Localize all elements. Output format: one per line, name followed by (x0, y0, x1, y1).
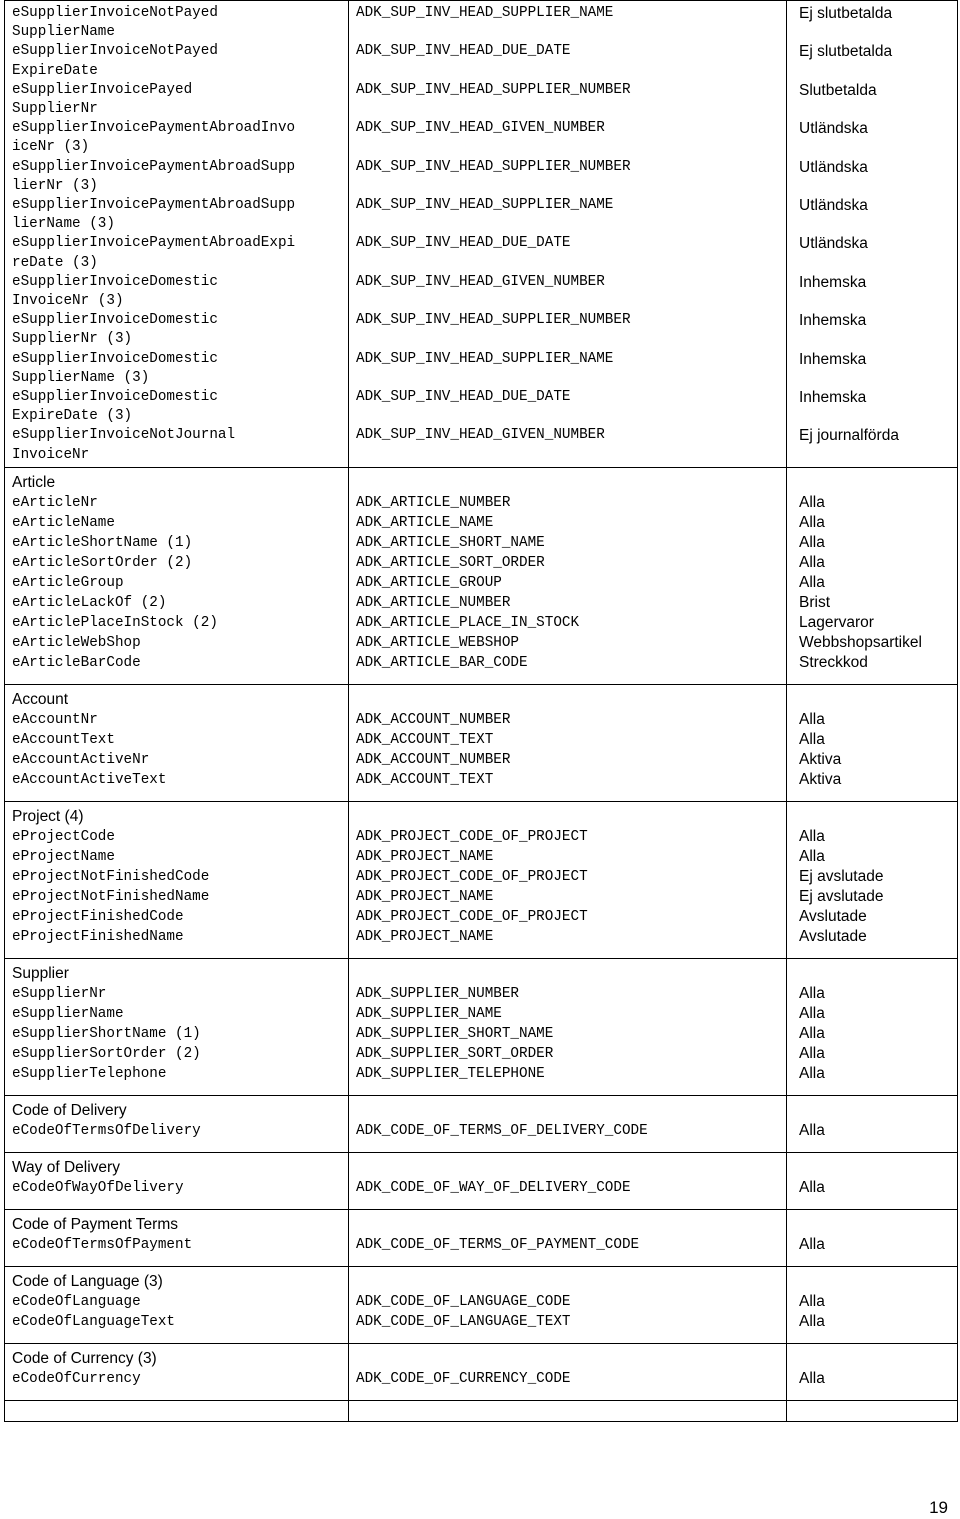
property-name: eSupplierNr (12, 985, 107, 1002)
invoice-name (12, 158, 348, 196)
section-filter-cell (787, 1343, 958, 1400)
field-constant: ADK_ARTICLE_SHORT_NAME (356, 534, 545, 551)
invoice-name-line: eSupplierInvoiceDomestic (12, 389, 218, 406)
filter-value: Aktiva (799, 770, 842, 788)
invoice-name-line: eSupplierInvoicePayed (12, 81, 193, 98)
blank-cell (356, 807, 786, 827)
filter-value: Brist (799, 593, 830, 611)
invoice-field: ADK_SUP_INV_HEAD_SUPPLIER_NUMBER (356, 312, 631, 329)
property-name: eSupplierSortOrder (2) (12, 1045, 201, 1062)
field-constant: ADK_CODE_OF_WAY_OF_DELIVERY_CODE (356, 1179, 631, 1196)
invoice-field: ADK_SUP_INV_HEAD_GIVEN_NUMBER (356, 273, 605, 290)
property-name: eArticleName (12, 514, 115, 531)
blank-cell (794, 1215, 957, 1235)
filter-value: Ej avslutade (799, 867, 884, 885)
filter-value: Alla (799, 984, 825, 1002)
field-constant: ADK_PROJECT_NAME (356, 928, 494, 945)
empty-cell (5, 1400, 349, 1421)
filter-value: Alla (799, 1178, 825, 1196)
invoice-name-line: SupplierName (12, 24, 115, 41)
blank-cell (356, 1349, 786, 1369)
invoice-name-line: lierName (3) (12, 216, 115, 233)
field-constant: ADK_CODE_OF_LANGUAGE_CODE (356, 1293, 571, 1310)
field-constant: ADK_ACCOUNT_TEXT (356, 771, 494, 788)
filter-value: Alla (799, 827, 825, 845)
blank-cell (356, 473, 786, 493)
section-row (5, 1209, 958, 1266)
empty-cell (787, 1400, 958, 1421)
section-field-cell (349, 958, 787, 1095)
blank-cell (794, 1101, 957, 1121)
invoice-name-line: eSupplierInvoicePaymentAbroadInvo (12, 120, 296, 137)
field-constant: ADK_CODE_OF_LANGUAGE_TEXT (356, 1313, 571, 1330)
section-field-cell (349, 1209, 787, 1266)
property-name: eArticlePlaceInStock (2) (12, 614, 218, 631)
property-name: eArticleSortOrder (2) (12, 554, 193, 571)
invoice-name (12, 311, 348, 349)
filter-value: Avslutade (799, 927, 867, 945)
section-field-cell (349, 1095, 787, 1152)
section-title: Code of Currency (3) (12, 1349, 157, 1367)
property-name: eCodeOfTermsOfPayment (12, 1236, 193, 1253)
blank-cell (794, 1158, 957, 1178)
empty-row (5, 1400, 958, 1421)
invoice-name (12, 81, 348, 119)
section-row (5, 684, 958, 801)
property-name: eArticleWebShop (12, 634, 141, 651)
field-constant: ADK_ACCOUNT_NUMBER (356, 711, 511, 728)
section-name-cell (5, 467, 349, 684)
invoice-field: ADK_SUP_INV_HEAD_SUPPLIER_NAME (356, 350, 614, 367)
filter-value: Ej avslutade (799, 887, 884, 905)
invoice-name-line: eSupplierInvoiceNotJournal (12, 427, 236, 444)
blank-cell (356, 1101, 786, 1121)
invoice-name-cell (5, 1, 349, 468)
invoice-name-line: eSupplierInvoiceNotPayed (12, 43, 218, 60)
field-constant: ADK_SUPPLIER_SORT_ORDER (356, 1045, 554, 1062)
section-row (5, 801, 958, 958)
section-field-cell (349, 801, 787, 958)
invoice-name-line: eSupplierInvoiceDomestic (12, 312, 218, 329)
property-name: eProjectNotFinishedName (12, 888, 210, 905)
invoice-field: ADK_SUP_INV_HEAD_SUPPLIER_NAME (356, 196, 614, 213)
field-constant: ADK_CODE_OF_TERMS_OF_PAYMENT_CODE (356, 1236, 640, 1253)
invoice-filter-cell (787, 1, 958, 468)
filter-value: Alla (799, 513, 825, 531)
field-constant: ADK_ACCOUNT_NUMBER (356, 751, 511, 768)
invoice-name-line: eSupplierInvoicePaymentAbroadSupp (12, 197, 296, 214)
filter-value: Alla (799, 710, 825, 728)
page-number: 19 (929, 1498, 948, 1517)
invoice-name-line: lierNr (3) (12, 177, 98, 194)
invoice-filter: Slutbetalda (799, 81, 877, 99)
invoice-name (12, 196, 348, 234)
section-name-cell (5, 1209, 349, 1266)
section-title: Article (12, 473, 56, 491)
property-name: eArticleShortName (1) (12, 534, 193, 551)
blank-cell (356, 1272, 786, 1292)
field-constant: ADK_CODE_OF_TERMS_OF_DELIVERY_CODE (356, 1122, 648, 1139)
section-title: Account (12, 690, 69, 708)
filter-value: Webbshopsartikel (799, 633, 922, 651)
invoice-name-line: ExpireDate (12, 62, 98, 79)
invoice-name (12, 426, 348, 464)
invoice-filter: Ej journalförda (799, 427, 899, 445)
blank-cell (356, 964, 786, 984)
field-constant: ADK_PROJECT_CODE_OF_PROJECT (356, 828, 588, 845)
invoice-filter: Ej slutbetalda (799, 43, 893, 61)
field-constant: ADK_ARTICLE_WEBSHOP (356, 634, 520, 651)
invoice-field-cell (349, 1, 787, 468)
filter-value: Alla (799, 1024, 825, 1042)
property-name: eSupplierName (12, 1005, 124, 1022)
invoice-field: ADK_SUP_INV_HEAD_SUPPLIER_NUMBER (356, 158, 631, 175)
section-name-cell (5, 1266, 349, 1343)
property-name: eAccountActiveNr (12, 751, 150, 768)
filter-value: Alla (799, 493, 825, 511)
property-name: eCodeOfCurrency (12, 1370, 141, 1387)
definitions-table (4, 0, 958, 1422)
section-name-cell (5, 801, 349, 958)
filter-value: Alla (799, 1044, 825, 1062)
invoice-name-line: SupplierNr (3) (12, 331, 133, 348)
property-name: eAccountText (12, 731, 115, 748)
section-filter-cell (787, 1266, 958, 1343)
filter-value: Alla (799, 1292, 825, 1310)
filter-value: Alla (799, 533, 825, 551)
property-name: eAccountNr (12, 711, 98, 728)
filter-value: Alla (799, 847, 825, 865)
empty-cell (349, 1400, 787, 1421)
property-name: eCodeOfTermsOfDelivery (12, 1122, 201, 1139)
filter-value: Alla (799, 730, 825, 748)
invoice-filter: Utländska (799, 158, 868, 176)
field-constant: ADK_PROJECT_CODE_OF_PROJECT (356, 908, 588, 925)
filter-value: Alla (799, 1369, 825, 1387)
filter-value: Alla (799, 1121, 825, 1139)
section-row (5, 1266, 958, 1343)
section-field-cell (349, 1343, 787, 1400)
invoice-name-line: InvoiceNr (3) (12, 293, 124, 310)
field-constant: ADK_PROJECT_CODE_OF_PROJECT (356, 868, 588, 885)
invoice-name (12, 350, 348, 388)
invoice-name (12, 4, 348, 42)
filter-value: Aktiva (799, 750, 842, 768)
field-constant: ADK_SUPPLIER_NUMBER (356, 985, 520, 1002)
invoice-filter: Utländska (799, 120, 868, 138)
invoice-filter: Inhemska (799, 388, 867, 406)
section-name-cell (5, 958, 349, 1095)
blank-cell (356, 1215, 786, 1235)
section-name-cell (5, 1152, 349, 1209)
property-name: eProjectNotFinishedCode (12, 868, 210, 885)
property-name: eProjectFinishedName (12, 928, 184, 945)
section-name-cell (5, 684, 349, 801)
section-title: Code of Payment Terms (12, 1215, 178, 1233)
invoice-name (12, 42, 348, 80)
filter-value: Alla (799, 573, 825, 591)
section-field-cell (349, 1152, 787, 1209)
invoice-filter: Ej slutbetalda (799, 5, 893, 22)
section-field-cell (349, 1266, 787, 1343)
field-constant: ADK_SUPPLIER_SHORT_NAME (356, 1025, 554, 1042)
property-name: eArticleLackOf (2) (12, 594, 167, 611)
section-title: Way of Delivery (12, 1158, 120, 1176)
invoice-filter: Inhemska (799, 350, 867, 368)
invoice-filter: Utländska (799, 235, 868, 253)
invoice-name-line: eSupplierInvoiceDomestic (12, 273, 218, 290)
blank-cell (794, 1272, 957, 1292)
property-name: eProjectFinishedCode (12, 908, 184, 925)
blank-cell (794, 473, 957, 493)
invoice-name-line: SupplierName (3) (12, 369, 150, 386)
blank-cell (794, 964, 957, 984)
property-name: eCodeOfLanguage (12, 1293, 141, 1310)
field-constant: ADK_CODE_OF_CURRENCY_CODE (356, 1370, 571, 1387)
property-name: eCodeOfLanguageText (12, 1313, 176, 1330)
invoice-field: ADK_SUP_INV_HEAD_DUE_DATE (356, 43, 571, 60)
filter-value: Alla (799, 1235, 825, 1253)
blank-cell (794, 690, 957, 710)
invoice-block-row (5, 1, 958, 468)
field-constant: ADK_SUPPLIER_TELEPHONE (356, 1065, 545, 1082)
field-constant: ADK_ARTICLE_NUMBER (356, 594, 511, 611)
field-constant: ADK_ARTICLE_PLACE_IN_STOCK (356, 614, 580, 631)
invoice-name (12, 234, 348, 272)
field-constant: ADK_ARTICLE_SORT_ORDER (356, 554, 545, 571)
section-title: Code of Delivery (12, 1101, 127, 1119)
property-name: eSupplierTelephone (12, 1065, 167, 1082)
field-constant: ADK_ARTICLE_NUMBER (356, 494, 511, 511)
section-filter-cell (787, 1209, 958, 1266)
section-filter-cell (787, 684, 958, 801)
invoice-field: ADK_SUP_INV_HEAD_GIVEN_NUMBER (356, 120, 605, 137)
blank-cell (356, 1158, 786, 1178)
section-title: Code of Language (3) (12, 1272, 163, 1290)
filter-value: Lagervaror (799, 613, 874, 631)
section-filter-cell (787, 1152, 958, 1209)
invoice-field: ADK_SUP_INV_HEAD_GIVEN_NUMBER (356, 427, 605, 444)
filter-value: Alla (799, 1004, 825, 1022)
filter-value: Streckkod (799, 653, 868, 671)
field-constant: ADK_ARTICLE_GROUP (356, 574, 502, 591)
section-row (5, 1095, 958, 1152)
invoice-name-line: SupplierNr (12, 101, 98, 118)
section-filter-cell (787, 958, 958, 1095)
invoice-name-line: ExpireDate (3) (12, 408, 133, 425)
property-name: eAccountActiveText (12, 771, 167, 788)
section-title: Project (4) (12, 807, 84, 825)
filter-value: Alla (799, 1064, 825, 1082)
filter-value: Avslutade (799, 907, 867, 925)
blank-cell (794, 807, 957, 827)
field-constant: ADK_ARTICLE_NAME (356, 514, 494, 531)
invoice-field: ADK_SUP_INV_HEAD_SUPPLIER_NAME (356, 5, 614, 21)
invoice-filter: Utländska (799, 196, 868, 214)
section-name-cell (5, 1095, 349, 1152)
section-field-cell (349, 467, 787, 684)
invoice-name (12, 273, 348, 311)
invoice-name (12, 388, 348, 426)
invoice-name-line: eSupplierInvoiceDomestic (12, 350, 218, 367)
section-name-cell (5, 1343, 349, 1400)
section-filter-cell (787, 801, 958, 958)
section-filter-cell (787, 467, 958, 684)
invoice-name-line: eSupplierInvoicePaymentAbroadSupp (12, 158, 296, 175)
invoice-field: ADK_SUP_INV_HEAD_DUE_DATE (356, 388, 571, 405)
invoice-name (12, 119, 348, 157)
filter-value: Alla (799, 1312, 825, 1330)
section-row (5, 958, 958, 1095)
property-name: eCodeOfWayOfDelivery (12, 1179, 184, 1196)
section-field-cell (349, 684, 787, 801)
filter-value: Alla (799, 553, 825, 571)
invoice-filter: Inhemska (799, 312, 867, 330)
invoice-field: ADK_SUP_INV_HEAD_SUPPLIER_NUMBER (356, 81, 631, 98)
invoice-name-line: eSupplierInvoicePaymentAbroadExpi (12, 235, 296, 252)
field-constant: ADK_PROJECT_NAME (356, 888, 494, 905)
section-row (5, 1152, 958, 1209)
blank-cell (356, 690, 786, 710)
invoice-name-line: reDate (3) (12, 254, 98, 271)
invoice-filter: Inhemska (799, 273, 867, 291)
section-row (5, 1343, 958, 1400)
invoice-name-line: InvoiceNr (12, 446, 90, 463)
property-name: eArticleNr (12, 494, 98, 511)
section-title: Supplier (12, 964, 69, 982)
invoice-name-line: iceNr (3) (12, 139, 90, 156)
section-row (5, 467, 958, 684)
property-name: eProjectName (12, 848, 115, 865)
property-name: eArticleGroup (12, 574, 124, 591)
field-constant: ADK_ACCOUNT_TEXT (356, 731, 494, 748)
section-filter-cell (787, 1095, 958, 1152)
blank-cell (794, 1349, 957, 1369)
invoice-name-line: eSupplierInvoiceNotPayed (12, 5, 218, 21)
property-name: eProjectCode (12, 828, 115, 845)
field-constant: ADK_SUPPLIER_NAME (356, 1005, 502, 1022)
invoice-field: ADK_SUP_INV_HEAD_DUE_DATE (356, 235, 571, 252)
field-constant: ADK_PROJECT_NAME (356, 848, 494, 865)
field-constant: ADK_ARTICLE_BAR_CODE (356, 654, 528, 671)
property-name: eSupplierShortName (1) (12, 1025, 201, 1042)
property-name: eArticleBarCode (12, 654, 141, 671)
